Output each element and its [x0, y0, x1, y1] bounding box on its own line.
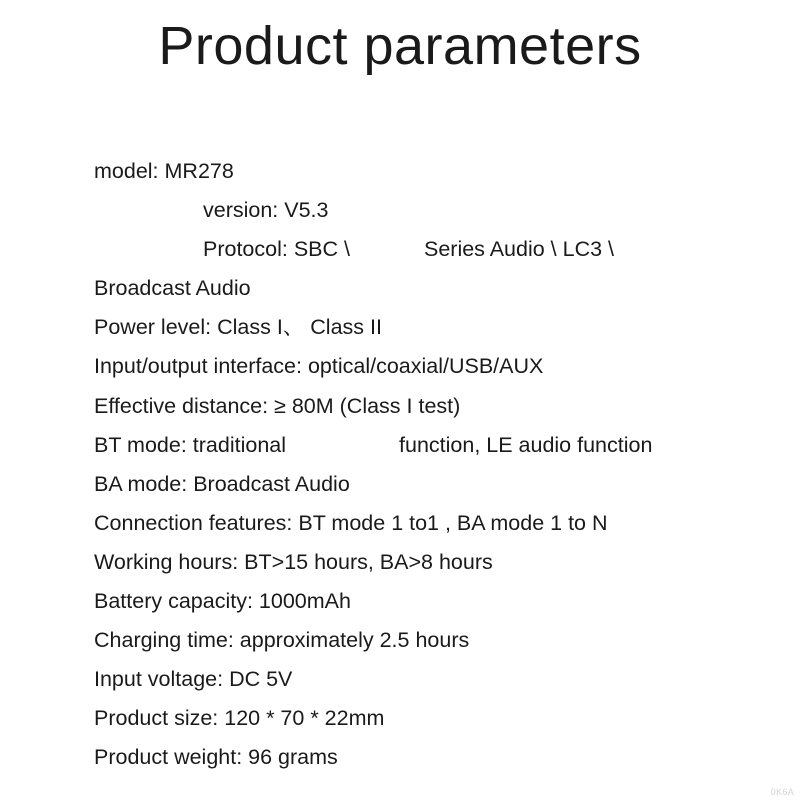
parameter-list — [94, 155, 794, 781]
param-broadcast-audio: Broadcast Audio — [94, 276, 251, 301]
page-title: Product parameters — [158, 16, 642, 76]
param-io-interface: Input/output interface: optical/coaxial/USB/AUX — [94, 354, 544, 379]
param-product-weight: Product weight: 96 grams — [94, 745, 338, 770]
param-input-voltage: Input voltage: DC 5V — [94, 667, 293, 692]
param-bt-mode-part1: BT mode: traditional — [94, 432, 287, 457]
param-bt-mode — [94, 429, 794, 468]
param-protocol-part2: Series Audio \ LC3 \ — [423, 237, 615, 262]
param-charging-time: Charging time: approximately 2.5 hours — [94, 628, 470, 653]
param-product-size: Product size: 120 * 70 * 22mm — [94, 706, 385, 731]
param-power-level: Power level: Class I、 Class II — [94, 315, 382, 340]
param-model: model: MR278 — [94, 159, 234, 183]
param-protocol — [94, 233, 794, 272]
param-working-hours: Working hours: BT>15 hours, BA>8 hours — [94, 549, 493, 574]
param-version: version: V5.3 — [203, 198, 329, 223]
param-protocol-part1: Protocol: SBC \ — [203, 237, 350, 262]
param-battery-capacity: Battery capacity: 1000mAh — [94, 589, 351, 614]
param-effective-distance: Effective distance: ≥ 80M (Class I test) — [94, 393, 461, 418]
param-bt-mode-part2: function, LE audio function — [399, 432, 653, 457]
param-ba-mode: BA mode: Broadcast Audio — [94, 471, 350, 496]
watermark: 0K6A — [770, 787, 794, 797]
param-connection-features: Connection features: BT mode 1 to1 , BA mode 1 to N — [94, 510, 608, 535]
